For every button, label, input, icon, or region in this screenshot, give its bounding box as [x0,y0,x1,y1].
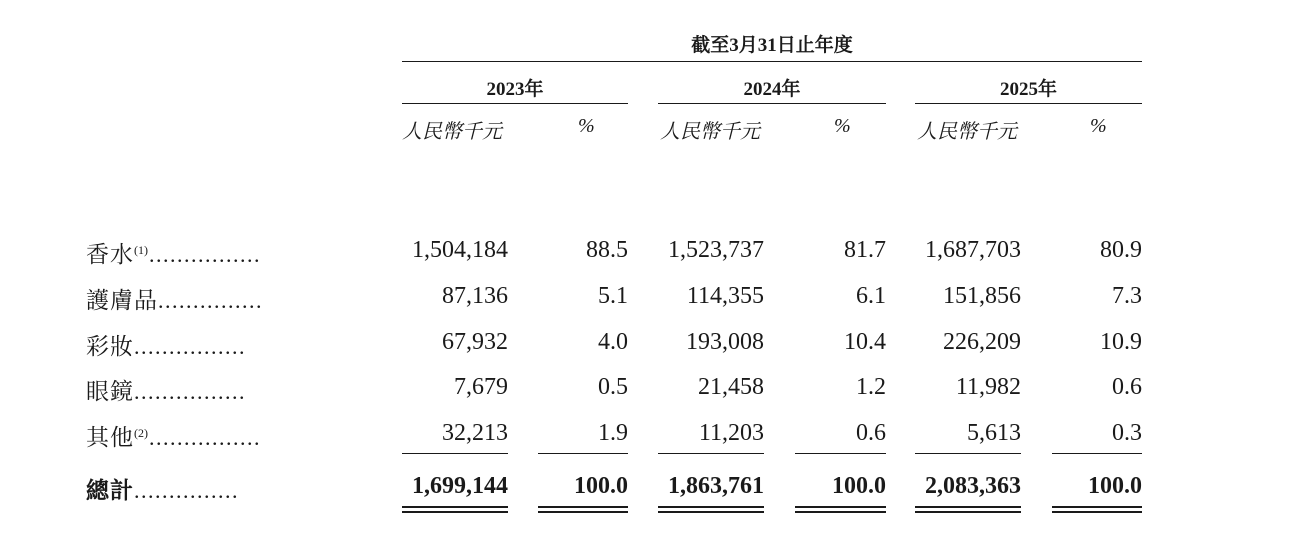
table-cell: 193,008 [686,329,764,355]
footnote-marker: (1) [134,243,148,257]
subtotal-rule [658,453,764,454]
table-cell: 67,932 [442,329,508,355]
header-rule [402,61,1142,62]
unit-amount-2025: 人民幣千元 [917,121,1017,143]
row-label-text: 彩妝 [86,334,134,359]
total-double-rule [538,506,628,513]
table-cell: 10.9 [1100,329,1142,355]
leader-dots: ................ [134,379,246,404]
year-2025-header: 2025年 [999,79,1057,100]
year-2023-header: 2023年 [486,79,544,100]
unit-percent-2024: % [834,115,851,137]
table-cell: 21,458 [698,374,764,400]
total-cell: 2,083,363 [925,473,1021,499]
total-double-rule [795,506,886,513]
table-cell: 1,687,703 [925,237,1021,263]
unit-percent-2025: % [1090,115,1107,137]
subtotal-rule [402,453,508,454]
table-cell: 226,209 [943,329,1021,355]
unit-amount-2024: 人民幣千元 [660,121,760,143]
year-2024-rule [658,103,886,104]
table-cell: 1.2 [856,374,886,400]
subtotal-rule [1052,453,1142,454]
table-cell: 0.6 [856,420,886,446]
table-row-label [86,373,246,406]
subtotal-rule [795,453,886,454]
table-cell: 7,679 [454,374,508,400]
total-row-label [86,472,239,505]
table-cell: 5,613 [967,420,1021,446]
period-header: 截至3月31日止年度 [691,35,853,56]
table-cell: 88.5 [586,237,628,263]
row-label-text: 護膚品 [86,288,158,313]
total-cell: 1,863,761 [668,473,764,499]
leader-dots: ............... [158,288,263,313]
table-cell: 11,982 [955,374,1021,400]
table-cell: 80.9 [1100,237,1142,263]
table-row-label [86,236,261,269]
table-cell: 32,213 [442,420,508,446]
leader-dots: ................ [134,334,246,359]
table-cell: 5.1 [598,283,628,309]
unit-percent-2023: % [578,115,595,137]
table-cell: 1,504,184 [412,237,508,263]
table-cell: 10.4 [844,329,886,355]
total-double-rule [402,506,508,513]
leader-dots: ................ [149,242,261,267]
row-label-text: 眼鏡 [86,379,134,404]
year-2023-rule [402,103,628,104]
table-row-label [86,419,261,452]
total-cell: 100.0 [1088,473,1142,499]
table-cell: 7.3 [1112,283,1142,309]
leader-dots: ............... [134,478,239,503]
table-row-label [86,282,263,315]
footnote-marker: (2) [134,426,148,440]
table-cell: 151,856 [943,283,1021,309]
table-cell: 0.3 [1112,420,1142,446]
total-double-rule [915,506,1021,513]
table-cell: 0.5 [598,374,628,400]
leader-dots: ................ [149,425,261,450]
table-cell: 1,523,737 [668,237,764,263]
row-label-text: 香水 [86,242,134,267]
total-cell: 1,699,144 [412,473,508,499]
table-cell: 1.9 [598,420,628,446]
total-cell: 100.0 [832,473,886,499]
table-cell: 87,136 [442,283,508,309]
table-cell: 81.7 [844,237,886,263]
subtotal-rule [538,453,628,454]
row-label-text: 其他 [86,425,134,450]
table-cell: 6.1 [856,283,886,309]
year-2025-rule [915,103,1142,104]
total-double-rule [658,506,764,513]
total-label-text: 總計 [86,478,134,503]
total-cell: 100.0 [574,473,628,499]
year-2024-header: 2024年 [743,79,801,100]
unit-amount-2023: 人民幣千元 [402,121,502,143]
table-cell: 114,355 [686,283,764,309]
subtotal-rule [915,453,1021,454]
table-cell: 4.0 [598,329,628,355]
table-row-label [86,328,246,361]
table-cell: 0.6 [1112,374,1142,400]
table-cell: 11,203 [698,420,764,446]
total-double-rule [1052,506,1142,513]
